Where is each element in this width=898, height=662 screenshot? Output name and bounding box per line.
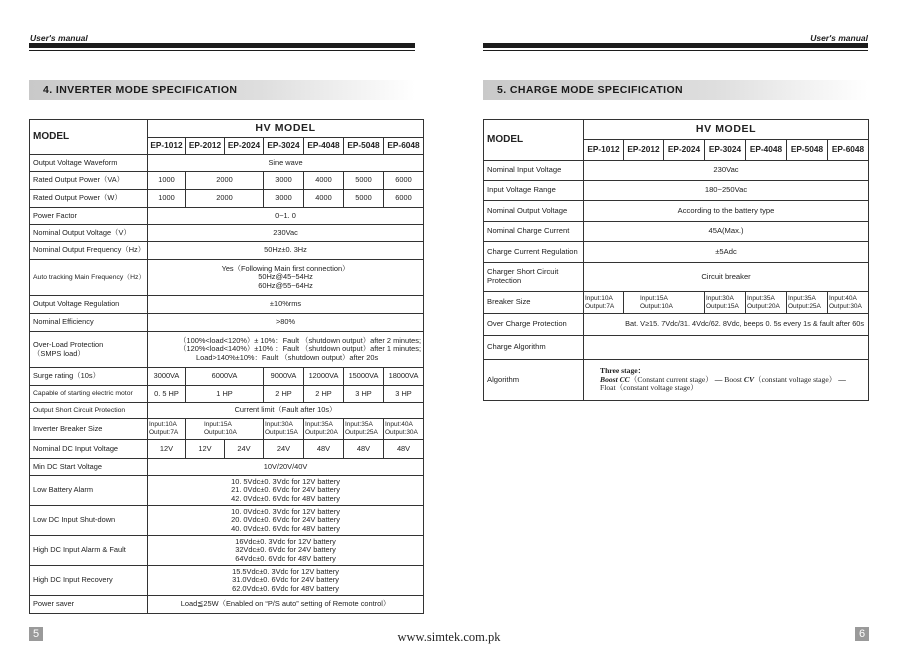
row-value [148, 476, 424, 506]
breaker-cell [828, 292, 869, 314]
row-label: Capable of starting electric motor [30, 386, 148, 403]
breaker-output: Output:20A [747, 302, 780, 310]
row-label: Rated Output Power（VA） [30, 172, 148, 190]
row-label: Auto tracking Main Frequency（Hz） [30, 260, 148, 296]
row-value: >80% [148, 314, 424, 332]
section-title-charge: 5. CHARGE MODE SPECIFICATION [483, 80, 868, 100]
row-value: 180~250Vac [584, 181, 869, 201]
row-value [584, 336, 869, 360]
row-label: Surge rating（10s） [30, 368, 148, 386]
row-value: Bat. V≥15. 7Vdc/31. 4Vdc/62. 8Vdc, beeps 0. 5s every 1s & fault after 60s [584, 314, 869, 336]
algo-cc-text: （Constant current stage） [629, 374, 713, 384]
table-row [484, 263, 869, 292]
value-line: （120%<load<140%）±10% ：Fault （shutdown output）after 1 minutes; [179, 344, 422, 354]
model-header: MODEL [484, 120, 584, 161]
row-value [148, 536, 424, 566]
row-label: Min DC Start Voltage [30, 459, 148, 476]
table-row [484, 242, 869, 263]
model-name: EP-2024 [664, 140, 705, 161]
table-row [484, 336, 869, 360]
cell-value: 24V [225, 440, 264, 459]
table-row [30, 506, 424, 536]
row-value: According to the battery type [584, 201, 869, 222]
cell-value: 4000 [304, 190, 344, 208]
model-name: EP-2012 [186, 138, 225, 155]
model-name: EP-4048 [746, 140, 787, 161]
breaker-cell [304, 419, 344, 440]
breaker-input: Input:15A [204, 421, 232, 429]
value-line: 64Vdc±0. 6Vdc for 48V battery [235, 553, 336, 563]
cell-value: 18000VA [384, 368, 424, 386]
row-value: 230Vac [584, 161, 869, 181]
table-row [30, 536, 424, 566]
row-value: Load≦25W（Enabled on “P/S auto” setting of Remote control） [148, 596, 424, 614]
cell-value: 24V [264, 440, 304, 459]
row-label: Breaker Size [484, 292, 584, 314]
row-value [148, 506, 424, 536]
hv-model-header: HV MODEL [584, 120, 869, 140]
model-name: EP-6048 [828, 140, 869, 161]
footer-url: www.simtek.com.pk [397, 630, 501, 644]
header-left: User's manual [30, 33, 88, 43]
breaker-output: Output:10A [640, 302, 673, 310]
model-name: EP-1012 [148, 138, 186, 155]
cell-value: 2 HP [264, 386, 304, 403]
row-label: Nominal Output Voltage [484, 201, 584, 222]
breaker-output: Output:20A [305, 429, 338, 436]
table-row [30, 419, 424, 440]
table-row [484, 360, 869, 401]
page-number-right: 6 [855, 627, 869, 641]
cell-value: 3000 [264, 172, 304, 190]
algo-float: Float（constant voltage stage） [600, 383, 698, 393]
hv-model-header: HV MODEL [148, 120, 424, 138]
table-row [30, 476, 424, 506]
cell-value: 3 HP [384, 386, 424, 403]
breaker-output: Output:25A [345, 429, 378, 436]
row-label-line: Protection [487, 276, 522, 285]
page-number-left: 5 [29, 627, 43, 641]
row-label: Rated Output Power（W） [30, 190, 148, 208]
table-row [30, 296, 424, 314]
breaker-output: Output:30A [385, 429, 418, 436]
breaker-cell [384, 419, 424, 440]
cell-value: 2000 [186, 190, 264, 208]
breaker-cell [186, 419, 264, 440]
arrow-icon: — [714, 374, 723, 384]
breaker-output: Output:10A [204, 429, 237, 436]
charge-spec-table [483, 119, 869, 401]
row-value: ±10%rms [148, 296, 424, 314]
table-row [484, 181, 869, 201]
cell-value: 9000VA [264, 368, 304, 386]
value-line: 20. 0Vdc±0. 6Vdc for 24V battery [231, 515, 340, 525]
value-line: 62.0Vdc±0. 6Vdc for 48V battery [232, 583, 339, 593]
value-line: 21. 0Vdc±0. 6Vdc for 24V battery [231, 485, 340, 495]
row-label: Low DC Input Shut-down [30, 506, 148, 536]
row-value [148, 566, 424, 596]
table-row [484, 222, 869, 242]
algo-cv-text: （constant voltage stage） [754, 374, 837, 384]
cell-value: 6000 [384, 190, 424, 208]
table-row [30, 566, 424, 596]
row-label: High DC Input Recovery [30, 566, 148, 596]
breaker-output: Output:30A [829, 302, 862, 310]
table-row [30, 403, 424, 419]
value-line: 40. 0Vdc±0. 6Vdc for 48V battery [231, 523, 340, 533]
model-name: EP-3024 [705, 140, 746, 161]
model-name: EP-5048 [787, 140, 828, 161]
row-label: Nominal Efficiency [30, 314, 148, 332]
value-line: 32Vdc±0. 6Vdc for 24V battery [235, 545, 336, 555]
breaker-input: Input:15A [640, 294, 668, 302]
row-label-line: （SMPS load） [33, 348, 85, 358]
algo-boost: Boost [724, 374, 742, 384]
row-label: Power saver [30, 596, 148, 614]
table-row [30, 190, 424, 208]
row-label-line: Over-Load Protection [33, 339, 104, 349]
value-line: Load>140%±10%：Fault （shutdown output）after 20s [196, 352, 379, 362]
breaker-cell [264, 419, 304, 440]
row-label: Low Battery Alarm [30, 476, 148, 506]
section-title-inverter: 4. INVERTER MODE SPECIFICATION [29, 80, 415, 100]
cell-value: 5000 [344, 190, 384, 208]
model-name: EP-2024 [225, 138, 264, 155]
cell-value: 4000 [304, 172, 344, 190]
cell-value: 48V [384, 440, 424, 459]
row-label: Nominal Output Voltage（V） [30, 225, 148, 242]
model-name: EP-6048 [384, 138, 424, 155]
row-value: Circuit breaker [584, 263, 869, 292]
table-row [484, 292, 869, 314]
row-value: 50Hz±0. 3Hz [148, 242, 424, 260]
cell-value: 1 HP [186, 386, 264, 403]
row-label: Power Factor [30, 208, 148, 225]
row-label [484, 263, 584, 292]
row-value: 45A(Max.) [584, 222, 869, 242]
row-label: Nominal Input Voltage [484, 161, 584, 181]
cell-value: 2000 [186, 172, 264, 190]
table-row [484, 314, 869, 336]
row-label: Output Short Circuit Protection [30, 403, 148, 419]
row-label: Nominal Charge Current [484, 222, 584, 242]
value-line: 15.5Vdc±0. 3Vdc for 12V battery [232, 566, 339, 576]
row-label: Input Voltage Range [484, 181, 584, 201]
table-row [30, 440, 424, 459]
breaker-input: Input:10A [585, 294, 613, 302]
row-label: High DC Input Alarm & Fault [30, 536, 148, 566]
cell-value: 3 HP [344, 386, 384, 403]
value-line: 10. 0Vdc±0. 3Vdc for 12V battery [231, 506, 340, 516]
cell-value: 1000 [148, 172, 186, 190]
row-value: ±5Adc [584, 242, 869, 263]
cell-value: 0. 5 HP [148, 386, 186, 403]
row-label: Output Voltage Regulation [30, 296, 148, 314]
table-row [30, 386, 424, 403]
cell-value: 15000VA [344, 368, 384, 386]
row-value: 10V/20V/40V [148, 459, 424, 476]
value-line: 31.0Vdc±0. 6Vdc for 24V battery [232, 575, 339, 585]
cell-value: 48V [344, 440, 384, 459]
inverter-spec-table [29, 119, 424, 614]
row-label: Nominal Output Frequency（Hz） [30, 242, 148, 260]
row-label: Algorithm [484, 360, 584, 401]
row-label: Charge Current Regulation [484, 242, 584, 263]
algo-boost-cc: Boost CC [600, 374, 630, 384]
cell-value: 6000VA [186, 368, 264, 386]
model-header: MODEL [30, 120, 148, 155]
breaker-input: Input:40A [385, 421, 413, 429]
header-rule-left-thin [29, 50, 415, 51]
cell-value: 12V [186, 440, 225, 459]
breaker-cell [344, 419, 384, 440]
breaker-cell [584, 292, 624, 314]
value-line: （100%<load<120%）± 10%：Fault （shutdown output）after 2 minutes; [179, 335, 422, 345]
table-row [30, 155, 424, 172]
breaker-cell [746, 292, 787, 314]
value-line: 10. 5Vdc±0. 3Vdc for 12V battery [231, 476, 340, 486]
model-name: EP-4048 [304, 138, 344, 155]
table-row [30, 459, 424, 476]
table-row [484, 161, 869, 181]
breaker-output: Output:15A [265, 429, 298, 436]
row-label: Inverter Breaker Size [30, 419, 148, 440]
breaker-input: Input:35A [788, 294, 816, 302]
table-row [30, 332, 424, 368]
model-name: EP-2012 [624, 140, 664, 161]
row-value: 0~1. 0 [148, 208, 424, 225]
row-label: Over Charge Protection [484, 314, 584, 336]
model-name: EP-1012 [584, 140, 624, 161]
row-label: Nominal DC Input Voltage [30, 440, 148, 459]
table-row [30, 208, 424, 225]
breaker-output: Output:25A [788, 302, 821, 310]
algo-stage: Three stage： [600, 365, 646, 375]
table-row [30, 172, 424, 190]
cell-value: 48V [304, 440, 344, 459]
model-name: EP-3024 [264, 138, 304, 155]
table-row [30, 242, 424, 260]
breaker-cell [787, 292, 828, 314]
row-value [148, 260, 424, 296]
breaker-cell [148, 419, 186, 440]
breaker-output: Output:15A [706, 302, 739, 310]
value-line: 42. 0Vdc±0. 6Vdc for 48V battery [231, 493, 340, 503]
breaker-input: Input:30A [265, 421, 293, 429]
header-rule-right [483, 43, 868, 48]
breaker-input: Input:35A [747, 294, 775, 302]
table-row [30, 314, 424, 332]
breaker-input: Input:30A [706, 294, 734, 302]
algorithm-description [584, 360, 869, 401]
value-line: 60Hz@55~64Hz [258, 280, 313, 290]
value-line: Yes（Following Main first connection） [221, 263, 350, 273]
arrow-icon: — [838, 374, 846, 384]
table-row [484, 201, 869, 222]
row-value: 230Vac [148, 225, 424, 242]
cell-value: 3000 [264, 190, 304, 208]
cell-value: 12000VA [304, 368, 344, 386]
table-row [30, 368, 424, 386]
row-label: Charge Algorithm [484, 336, 584, 360]
cell-value: 1000 [148, 190, 186, 208]
header-rule-right-thin [483, 50, 868, 51]
row-value: Sine wave [148, 155, 424, 172]
table-row [30, 260, 424, 296]
row-label: Output Voltage Waveform [30, 155, 148, 172]
breaker-input: Input:35A [305, 421, 333, 429]
row-value: Current limit（Fault after 10s） [148, 403, 424, 419]
cell-value: 12V [148, 440, 186, 459]
row-label [30, 332, 148, 368]
cell-value: 6000 [384, 172, 424, 190]
value-line: 16Vdc±0. 3Vdc for 12V battery [235, 536, 336, 546]
row-value [148, 332, 424, 368]
model-name: EP-5048 [344, 138, 384, 155]
row-label-line: Charger Short Circuit [487, 267, 559, 277]
value-line: 50Hz@45~54Hz [258, 272, 313, 282]
breaker-output: Output:7A [149, 429, 179, 436]
table-row [30, 225, 424, 242]
breaker-input: Input:35A [345, 421, 373, 429]
algo-cv: CV [743, 374, 755, 384]
breaker-input: Input:10A [149, 421, 177, 429]
header-rule-left [29, 43, 415, 48]
cell-value: 2 HP [304, 386, 344, 403]
cell-value: 5000 [344, 172, 384, 190]
breaker-cell [705, 292, 746, 314]
table-row [30, 596, 424, 614]
header-right: User's manual [810, 33, 868, 43]
breaker-output: Output:7A [585, 302, 615, 310]
breaker-input: Input:40A [829, 294, 857, 302]
cell-value: 3000VA [148, 368, 186, 386]
breaker-cell [624, 292, 705, 314]
